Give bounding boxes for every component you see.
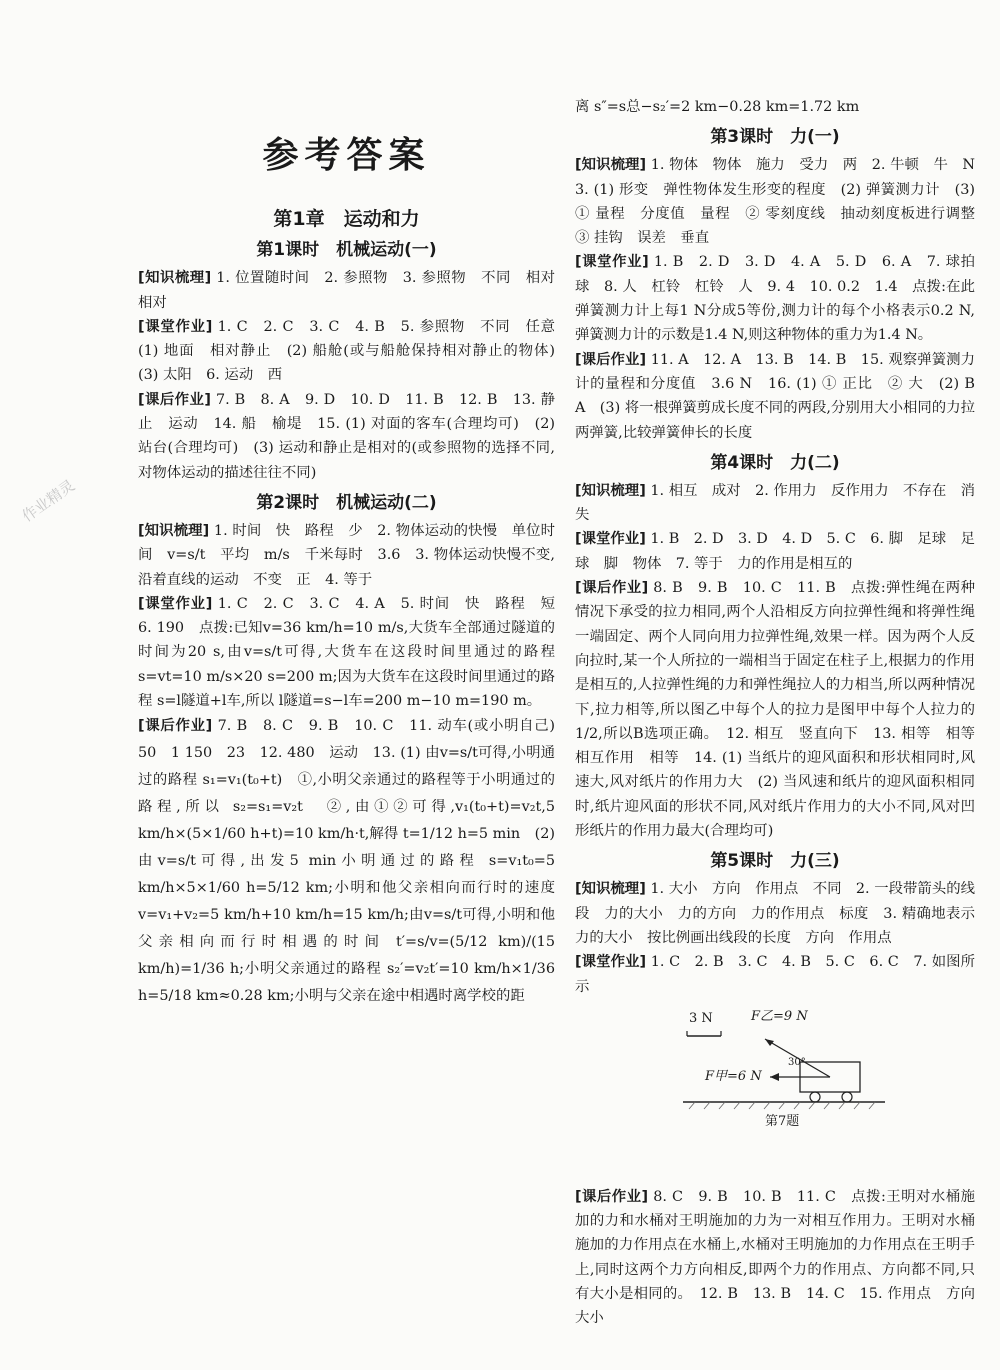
answer-block: [知识梳理] 1. 大小 方向 作用点 不同 2. 一段带箭头的线段 力的大小 力的方向 力的作用点 标度 3. 精确地表示力的大小 按比例画出线段的长度 方向 作用点 [575,881,976,946]
figure-caption: 第7题 [765,1113,800,1129]
angle-label: 30° [788,1056,806,1068]
answer-block: [课后作业] 8. B 9. B 10. C 11. B 点拨:弹性绳在两种情况下承受的拉力相同,两个人沿相反方向拉弹性绳和将弹性绳一端固定、两个人同向用力拉弹性绳,效果一样。因为两个人反向拉时,某一个人所拉的一端相当于固定在柱子上,根据力的作用是相互的,人拉弹性绳的力和弹性绳拉人的力相当,所以两种情况下,拉力相等,所以图乙中每个人的拉力是图甲中每个人拉力的1/2,所以B选项正确。 12. 相互 竖直向下 13. 相等 相等 相互作用 相等 14. (1) 当纸片的迎风面积和形状相同时,风速大,风对纸片的作用力大 (2) 当风速和纸片的迎风面积相同时,纸片迎风面的形状不同,风对纸片作用力的大小不同,风对凹形纸片的作用力最大(合理均可) [575,580,990,840]
watermark: 作业精灵 [18,476,79,526]
right-column [575,95,990,1331]
page-title: 参考答案 [262,134,431,176]
answer-block: [课堂作业] 1. B 2. D 3. D 4. D 5. C 6. 脚 足球 足球 脚 物体 7. 等于 力的作用是相互的 [575,531,976,572]
answer-block: [知识梳理] 1. 位置随时间 2. 参照物 3. 参照物 不同 相对 相对 [138,270,570,311]
section-title: 第3课时 力(一) [710,127,840,148]
answer-block: [课堂作业] 1. C 2. C 3. C 4. B 5. 参照物 不同 任意 (1) 地面 相对静止 (2) 船舱(或与船舱保持相对静止的物体) (3) 太阳 6. 运动 西 [138,318,570,384]
answer-block: [知识梳理] 1. 物体 物体 施力 受力 两 2. 牛顿 牛 N 3. (1) 形变 弹性物体发生形变的程度 (2) 弹簧测力计 (3) ① 量程 分度值 量程 ② 零刻度线 抽动刻度板进行调整 ③ 挂钩 误差 垂直 [575,157,990,247]
scale-label: 3 N [689,1010,713,1026]
section-title: 第2课时 机械运动(二) [256,492,437,513]
force-diagram [575,1005,975,1181]
answer-block: [知识梳理] 1. 时间 快 路程 少 2. 物体运动的快慢 单位时间 v=s/t 平均 m/s 千米每时 3.6 3. 物体运动快慢不变,沿着直线的运动 不变 正 4. 等于 [138,522,555,588]
continued-line: 离 s″=s总−s₂′=2 km−0.28 km=1.72 km [575,99,860,115]
section-title: 第5课时 力(三) [710,851,840,872]
answer-block: [课后作业] 7. B 8. C 9. B 10. C 11. 动车(或小明自己) 50 1 150 23 12. 480 运动 13. (1) 由v=s/t可得,小明通过的路程 s₁=v₁(t₀+t) ①,小明父亲通过的路程等于小明通过的路程,所以 s₂=s₁=v₂t ②,由①②可得,v₁(t₀+t)=v₂t,5 km/h×(5×1/60 h+t)=10 km/h·t,解得 t=1/12 h=5 min (2) 由v=s/t可得,出发5 min小明通过的路程 s=v₁t₀=5 km/h×5×1/60 h=5/12 km;小明和他父亲相向而行时的速度 v=v₁+v₂=5 km/h+10 km/h=15 km/h;由v=s/t可得,小明和他父亲相向而行时相遇的时间 t′=s/v=(5/12 km)/(15 km/h)=1/36 h;小明父亲通过的路程 s₂′=v₂t′=10 km/h×1/36 h=5/18 km≈0.28 km;小明与父亲在途中相遇时离学校的距 [138,718,570,1005]
answer-block: [课堂作业] 1. C 2. B 3. C 4. B 5. C 6. C 7. 如图所示 [575,954,976,995]
section-title: 第4课时 力(二) [710,452,840,473]
answer-block: [课后作业] 7. B 8. A 9. D 10. D 11. B 12. B 13. 静止 运动 14. 船 榆堤 15. (1) 对面的客车(合理均可) (2) 站台(合理均可) (3) 运动和静止是相对的(或参照物的选择不同,对物体运动的描述往往不同) [138,391,555,481]
answer-block: [课堂作业] 1. C 2. C 3. C 4. A 5. 时间 快 路程 短 6. 190 点拨:已知v=36 km/h=10 m/s,大货车全部通过隧道的时间为20 s,由v=s/t可得,大货车在这段时间里通过的路程 s=vt=10 m/s×20 s=200 m;因为大货车在这段时间里通过的路程 s=l隧道+l车,所以 l隧道=s−l车=200 m−10 m=190 m。 [138,595,570,710]
force-label-a: F甲=6 N [705,1068,762,1084]
left-column [138,95,570,1010]
answer-block: [知识梳理] 1. 相互 成对 2. 作用力 反作用力 不存在 消失 [575,482,976,524]
answer-block: [课堂作业] 1. B 2. D 3. D 4. A 5. D 6. A 7. 球拍 球 8. 人 杠铃 杠铃 人 9. 4 10. 0.2 1.4 点拨:在此弹簧测力计上每1 N分成5等份,测力计的每个小格表示0.2 N,弹簧测力计的示数是1.4 N,则这种物体的重力为1.4 N。 [575,254,990,344]
answer-block: [课后作业] 11. A 12. A 13. B 14. B 15. 观察弹簧测力计的量程和分度值 3.6 N 16. (1) ① 正比 ② 大 (2) B A (3) 将一根弹簧剪成长度不同的两段,分别用大小相同的力拉两弹簧,比较弹簧伸长的长度 [575,351,990,441]
section-title: 第1课时 机械运动(一) [256,240,437,261]
force-label-b: F乙=9 N [751,1008,808,1024]
chapter-title: 第1章 运动和力 [273,208,420,230]
answer-block: [课后作业] 8. C 9. B 10. B 11. C 点拨:王明对水桶施加的力和水桶对王明施加的力为一对相互作用力。王明对水桶施加的力作用点在水桶上,水桶对王明施加的力作用点在王明手上,同时这两个力方向相反,即两个力的作用点、方向都不同,只有大小是相同的。 12. B 13. B 14. C 15. 作用点 方向 大小 [575,1188,990,1327]
